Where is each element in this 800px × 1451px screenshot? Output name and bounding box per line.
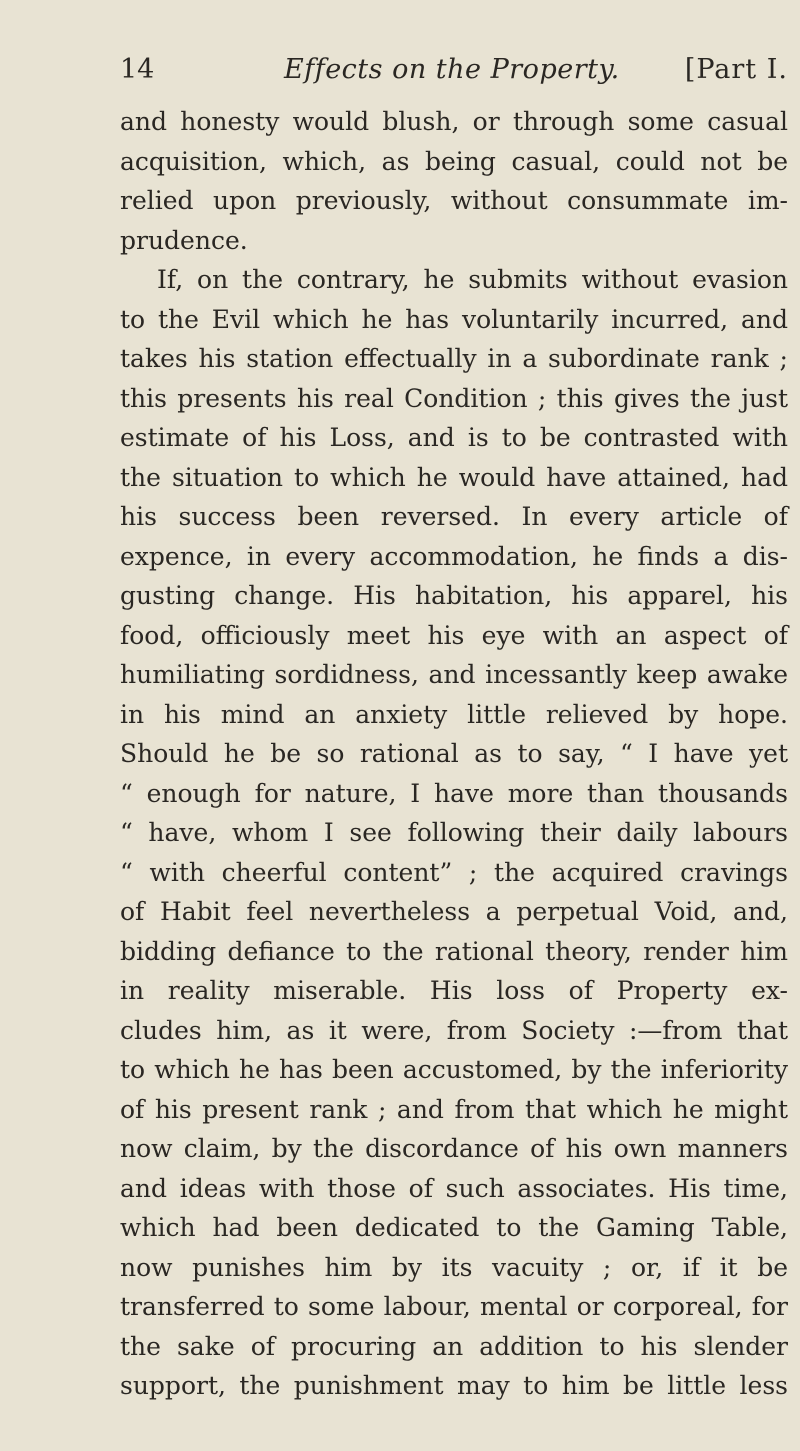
text-line: support, the punishment may to him be little less <box>120 1371 788 1400</box>
text-line: this presents his real Condition ; this gives the just <box>120 383 788 413</box>
text-line: the situation to which he would have attained, had <box>120 462 788 492</box>
text-line: “ have, whom I see following their daily labours <box>120 818 788 847</box>
text-line: expence, in every accommodation, he finds a dis- <box>120 541 788 571</box>
text-line: “ with cheerful content” ; the acquired cravings <box>120 857 788 887</box>
running-title: Effects on the Property. <box>284 54 620 85</box>
text-line: to which he has been accustomed, by the inferiority <box>120 1055 788 1084</box>
text-line: transferred to some labour, mental or corporeal, for <box>120 1292 788 1321</box>
page-header <box>120 50 788 90</box>
text-line: Should he be so rational as to say, “ I have yet <box>120 739 788 768</box>
text-line: his success been reversed. In every article of <box>120 502 788 531</box>
text-line: now claim, by the discordance of his own manners <box>120 1134 788 1163</box>
text-line: in his mind an anxiety little relieved by hope. <box>120 699 788 729</box>
text-line: bidding defiance to the rational theory, render him <box>120 936 788 966</box>
text-line: prudence. <box>120 225 248 255</box>
text-line: and honesty would blush, or through some casual <box>120 107 788 136</box>
text-line: If, on the contrary, he submits without evasion <box>157 265 788 294</box>
text-line: to the Evil which he has voluntarily incurred, and <box>120 304 788 334</box>
body-text <box>120 102 788 1406</box>
text-line: estimate of his Loss, and is to be contrasted with <box>120 423 788 452</box>
text-line: relied upon previously, without consummate im- <box>120 186 788 215</box>
text-line: gusting change. His habitation, his apparel, his <box>120 581 788 610</box>
text-line: takes his station effectually in a subordinate rank ; <box>120 344 788 373</box>
section-label: [Part I. <box>684 54 788 85</box>
text-line: which had been dedicated to the Gaming Table, <box>120 1213 788 1242</box>
text-line: acquisition, which, as being casual, could not be <box>120 146 788 176</box>
page-number: 14 <box>120 54 155 85</box>
text-line: “ enough for nature, I have more than thousands <box>120 778 788 808</box>
text-line: of his present rank ; and from that which he might <box>120 1094 788 1124</box>
text-line: humiliating sordidness, and incessantly keep awake <box>120 660 788 689</box>
text-line: in reality miserable. His loss of Property ex- <box>120 976 788 1005</box>
text-line: of Habit feel nevertheless a perpetual Void, and, <box>120 897 788 926</box>
text-line: food, officiously meet his eye with an aspect of <box>120 620 788 650</box>
text-line: cludes him, as it were, from Society :—from that <box>120 1015 788 1045</box>
text-line: and ideas with those of such associates. His time, <box>120 1173 788 1203</box>
text-line: the sake of procuring an addition to his slender <box>120 1331 788 1361</box>
text-line: now punishes him by its vacuity ; or, if it be <box>120 1252 788 1282</box>
